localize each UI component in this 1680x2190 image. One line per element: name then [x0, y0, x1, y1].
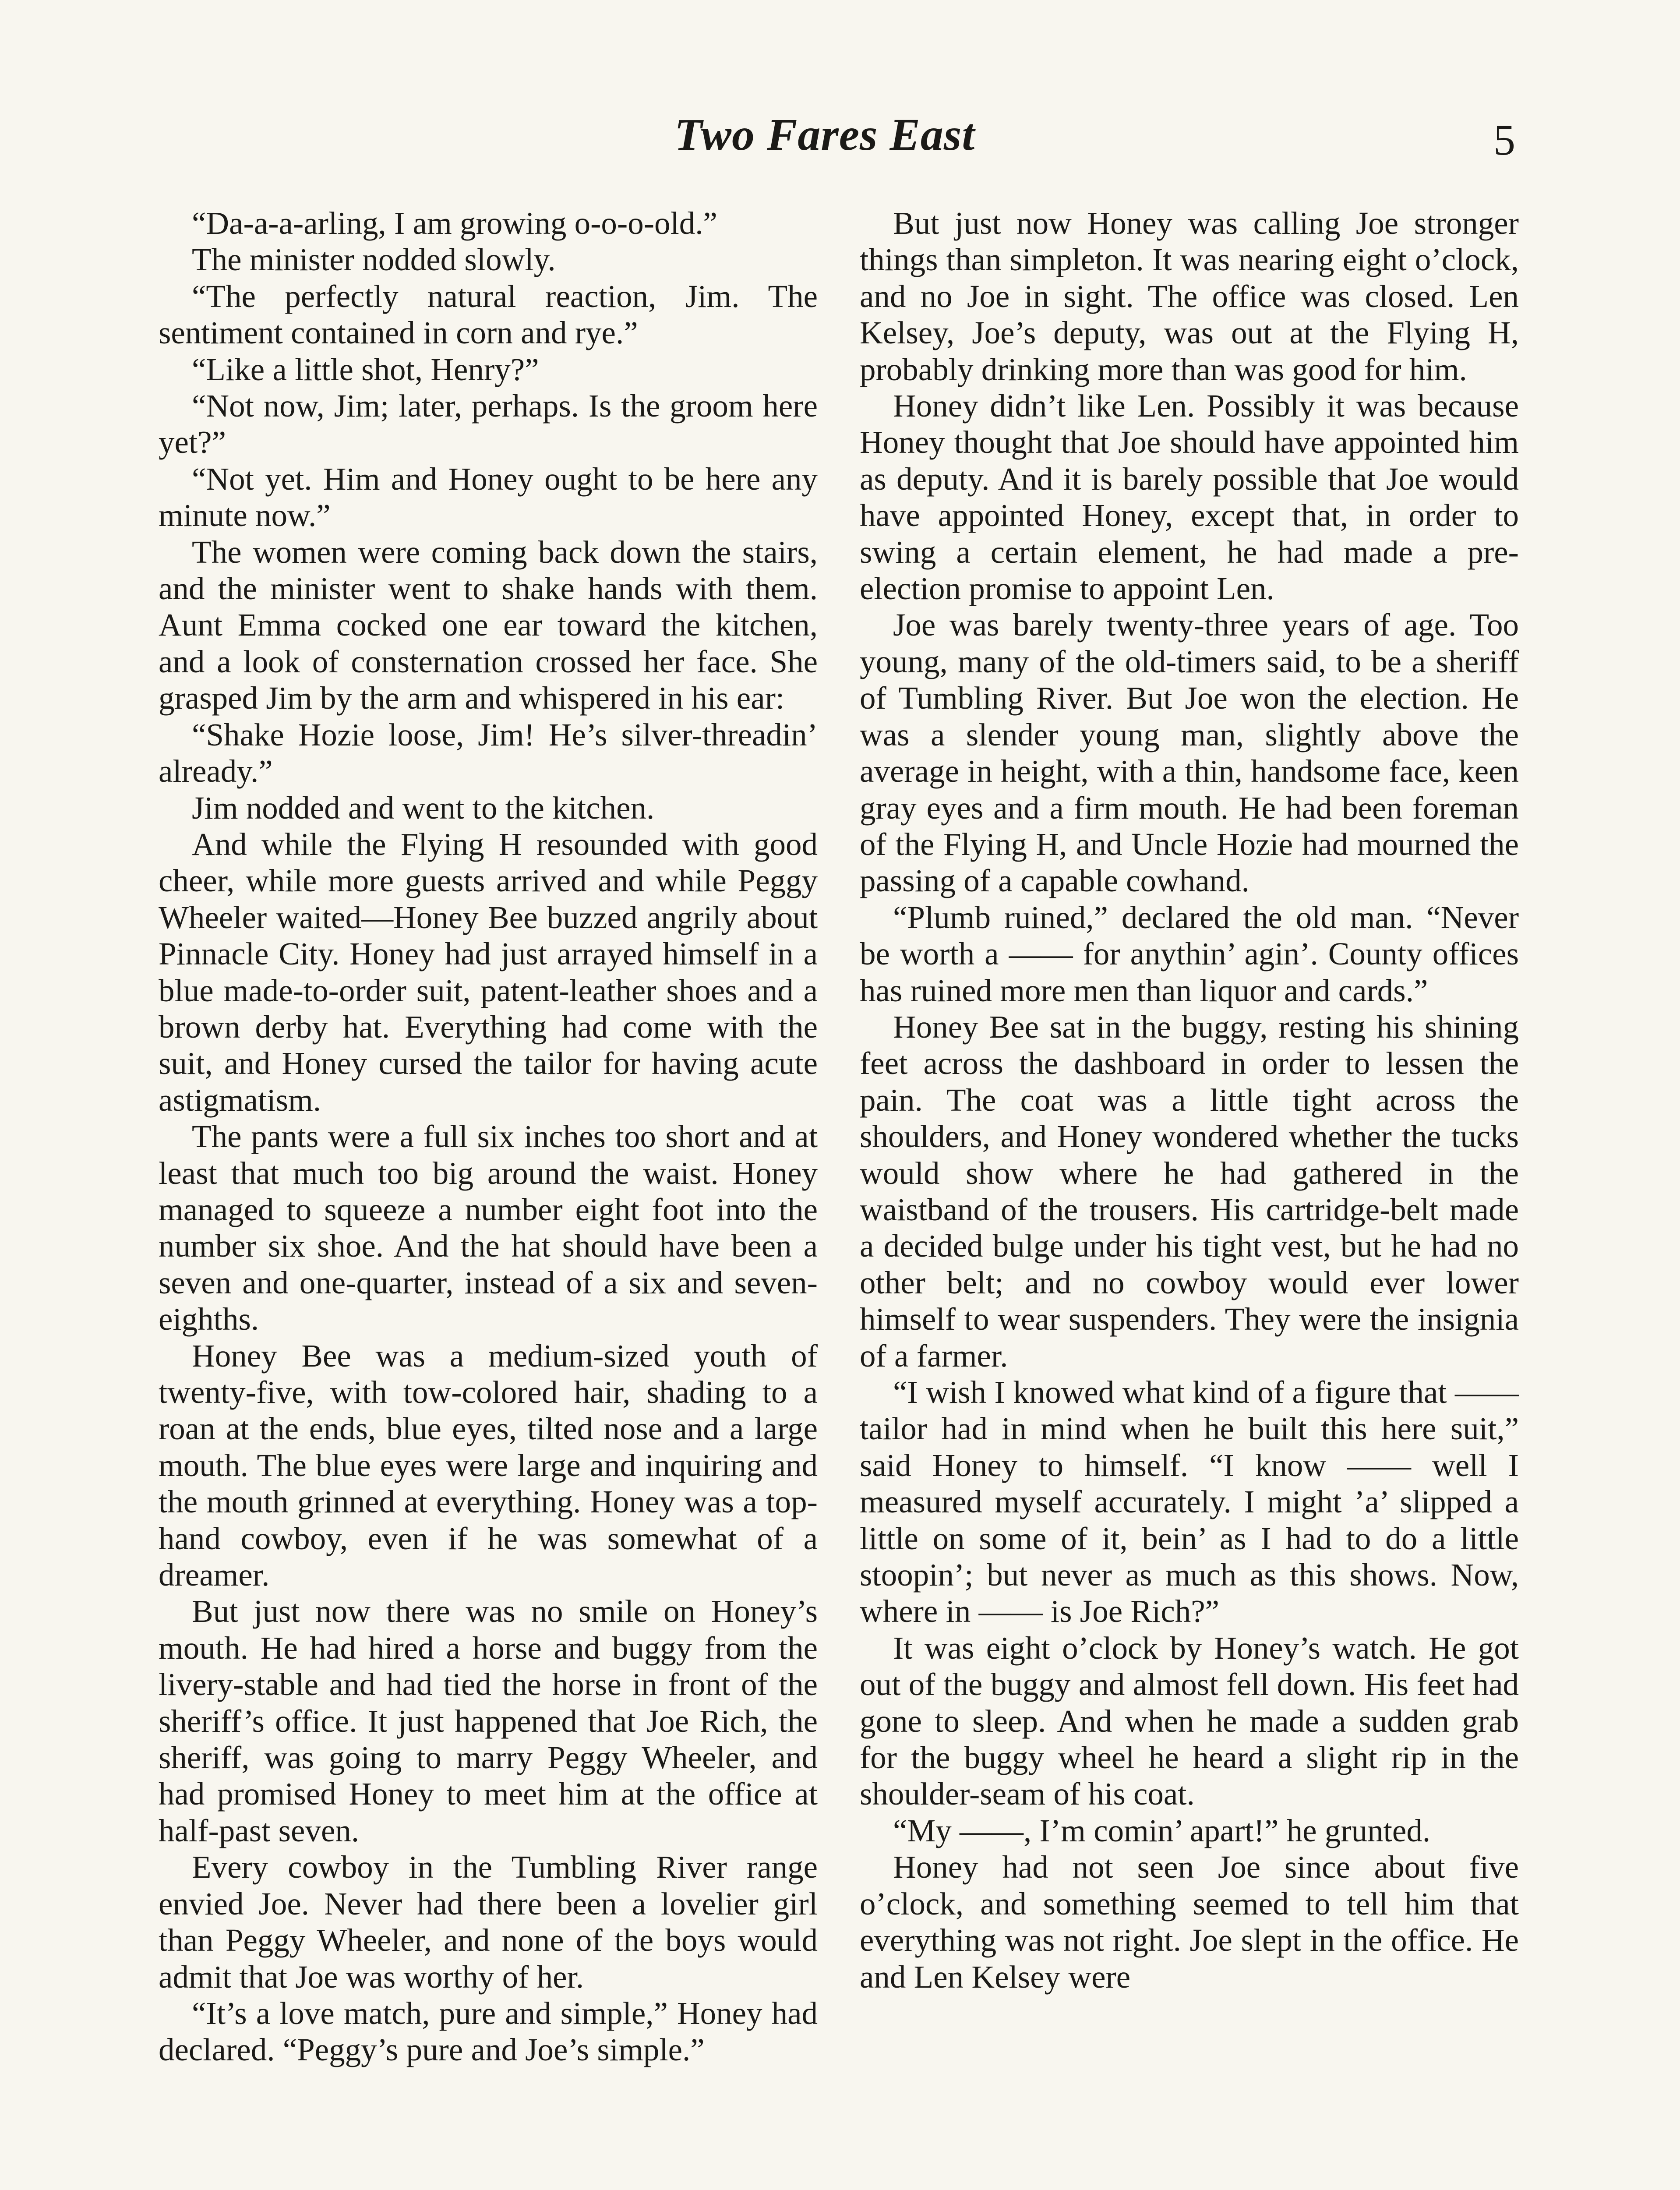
paragraph: And while the Flying H resounded with good cheer, while more guests arrived and while Peggy Wheeler waited—Honey Bee buzzed angrily about Pinnacle City. Honey had just arrayed himself in a blue made-to-order suit, patent-leather shoes and a brown derby hat. Everything had come with the suit, and Honey cursed the tailor for having acute astigmatism. — [159, 826, 818, 1118]
paragraph: “I wish I knowed what kind of a figure that —— tailor had in mind when he built this here suit,” said Honey to himself. “I know —— well I measured myself accurately. I might ’a’ slipped a little on some of it, bein’ as I had to do a little stoopin’; but never as much as this shows. Now, where in —— is Joe Rich?” — [860, 1374, 1519, 1629]
paragraph: Honey Bee sat in the buggy, resting his shining feet across the dashboard in order to lessen the pain. The coat was a little tight across the shoulders, and Honey wondered whether the tucks would show where he had gathered in the waistband of the trousers. His cartridge-belt made a decided bulge under his tight vest, but he had no other belt; and no cowboy would ever lower himself to wear suspenders. They were the insignia of a farmer. — [860, 1009, 1519, 1374]
left-column — [159, 205, 818, 2068]
paragraph: Every cowboy in the Tumbling River range envied Joe. Never had there been a lovelier girl than Peggy Wheeler, and none of the boys would admit that Joe was worthy of her. — [159, 1849, 818, 1995]
paragraph: Honey Bee was a medium-sized youth of twenty-five, with tow-colored hair, shading to a roan at the ends, blue eyes, tilted nose and a large mouth. The blue eyes were large and inquiring and the mouth grinned at everything. Honey was a top-hand cowboy, even if he was somewhat of a dreamer. — [159, 1338, 818, 1593]
paragraph: “Shake Hozie loose, Jim! He’s silver-threadin’ already.” — [159, 717, 818, 789]
right-column — [860, 205, 1519, 1995]
running-title: Two Fares East — [674, 110, 975, 160]
paragraph: Jim nodded and went to the kitchen. — [192, 790, 655, 826]
paragraph: “Not now, Jim; later, perhaps. Is the groom here yet?” — [159, 388, 818, 460]
running-head — [0, 109, 1680, 170]
paragraph: “My ——, I’m comin’ apart!” he grunted. — [893, 1812, 1431, 1848]
paragraph: But just now there was no smile on Honey’s mouth. He had hired a horse and buggy from the livery-stable and had tied the horse in front of the sheriff’s office. It just happened that Joe Rich, the sheriff, was going to marry Peggy Wheeler, and had promised Honey to meet him at the office at half-past seven. — [159, 1593, 818, 1848]
paragraph: “Not yet. Him and Honey ought to be here any minute now.” — [159, 461, 818, 533]
paragraph: Honey had not seen Joe since about five o’clock, and something seemed to tell him that everything was not right. Joe slept in the office. He and Len Kelsey were — [860, 1849, 1519, 1995]
paragraph: “Da-a-a-arling, I am growing o-o-o-old.” — [192, 205, 717, 241]
paragraph: The minister nodded slowly. — [192, 242, 556, 278]
paragraph: Honey didn’t like Len. Possibly it was because Honey thought that Joe should have appointed him as deputy. And it is barely possible that Joe would have appointed Honey, except that, in order to swing a certain element, he had made a pre-election promise to appoint Len. — [860, 388, 1519, 607]
page-number: 5 — [1493, 116, 1515, 164]
paragraph: The women were coming back down the stairs, and the minister went to shake hands with them. Aunt Emma cocked one ear toward the kitchen, and a look of consternation crossed her face. She grasped Jim by the arm and whispered in his ear: — [159, 534, 818, 716]
paragraph: But just now Honey was calling Joe stronger things than simpleton. It was nearing eight o’clock, and no Joe in sight. The office was closed. Len Kelsey, Joe’s deputy, was out at the Flying H, probably drinking more than was good for him. — [860, 205, 1519, 387]
paragraph: Joe was barely twenty-three years of age. Too young, many of the old-timers said, to be a sheriff of Tumbling River. But Joe won the election. He was a slender young man, slightly above the average in height, with a thin, handsome face, keen gray eyes and a firm mouth. He had been foreman of the Flying H, and Uncle Hozie had mourned the passing of a capable cowhand. — [860, 607, 1519, 899]
paragraph: It was eight o’clock by Honey’s watch. He got out of the buggy and almost fell down. His feet had gone to sleep. And when he made a sudden grab for the buggy wheel he heard a slight rip in the shoulder-seam of his coat. — [860, 1630, 1519, 1812]
paragraph: “Plumb ruined,” declared the old man. “Never be worth a —— for anythin’ agin’. County offices has ruined more men than liquor and cards.” — [860, 899, 1519, 1008]
paragraph: The pants were a full six inches too short and at least that much too big around the waist. Honey managed to squeeze a number eight foot into the number six shoe. And the hat should have been a seven and one-quarter, instead of a six and seven-eighths. — [159, 1119, 818, 1337]
paragraph: “The perfectly natural reaction, Jim. The sentiment contained in corn and rye.” — [159, 278, 818, 351]
paragraph: “It’s a love match, pure and simple,” Honey had declared. “Peggy’s pure and Joe’s simple.” — [159, 1995, 818, 2068]
paragraph: “Like a little shot, Henry?” — [192, 351, 539, 387]
